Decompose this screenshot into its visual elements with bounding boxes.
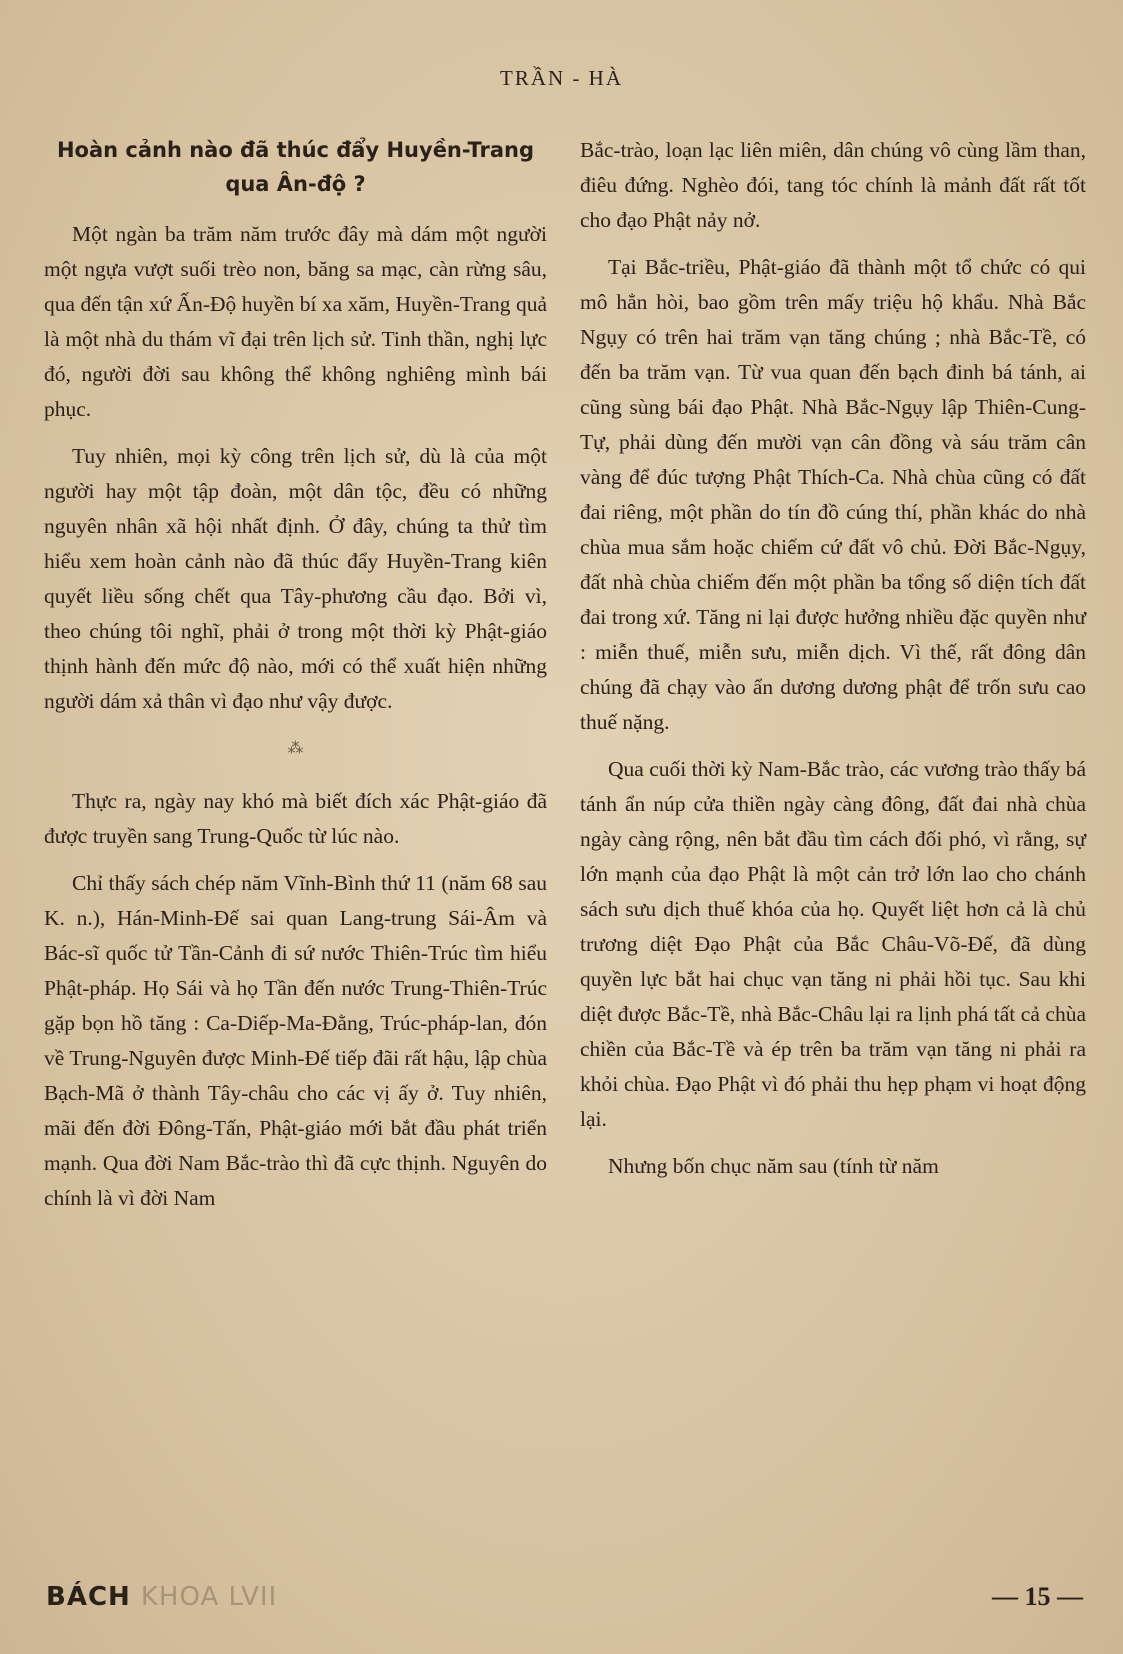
paragraph: Thực ra, ngày nay khó mà biết đích xác Phật-giáo đã được truyền sang Trung-Quốc từ lúc nào. [44,789,547,848]
article-heading: Hoàn cảnh nào đã thúc đẩy Huyền-Trang qua Ân-độ ? [56,138,535,196]
magazine-name-text: BÁCH [46,1582,131,1612]
left-column [44,133,547,1228]
right-column [580,133,1086,1196]
running-title: TRẦN - HÀ [500,66,623,90]
paragraph: Bắc-trào, loạn lạc liên miên, dân chúng vô cùng lầm than, điêu đứng. Nghèo đói, tang tóc chính là mảnh đất rất tốt cho đạo Phật nảy nở. [580,138,1086,232]
paragraph: Tuy nhiên, mọi kỳ công trên lịch sử, dù là của một người hay một tập đoàn, một dân tộc, đều có những nguyên nhân xã hội nhất định. Ở đây, chúng ta thử tìm hiểu xem hoàn cảnh nào đã thúc đẩy Huyền-Trang kiên quyết liều sống chết qua Tây-phương cầu đạo. Bởi vì, theo chúng tôi nghĩ, phải ở trong một thời kỳ Phật-giáo thịnh hành đến mức độ nào, mới có thể xuất hiện những người dám xả thân vì đạo như vậy được. [44,444,547,713]
page-number: — 15 — [992,1582,1083,1611]
paragraph: Qua cuối thời kỳ Nam-Bắc trào, các vương trào thấy bá tánh ẩn núp cửa thiền ngày càng đông, đất đai nhà chùa ngày càng rộng, nên bắt đầu tìm cách đối phó, vì rằng, sự lớn mạnh của đạo Phật là một cản trở lớn lao cho chánh sách sưu dịch thuế khóa của họ. Quyết liệt hơn cả là chủ trương diệt Đạo Phật của Bắc Châu-Võ-Đế, đã dùng quyền lực bắt hai chục vạn tăng ni phải hồi tục. Sau khi diệt được Bắc-Tề, nhà Bắc-Châu lại ra lịnh phá tất cả chùa chiền của Bắc-Tề và ép trên ba trăm vạn tăng ni phải ra khỏi chùa. Đạo Phật vì đó phải thu hẹp phạm vi hoạt động lại. [580,757,1086,1131]
section-ornament: ⁂ [287,740,304,757]
paragraph: Chỉ thấy sách chép năm Vĩnh-Bình thứ 11 (năm 68 sau K. n.), Hán-Minh-Đế sai quan Lang-trung Sái-Âm và Bác-sĩ quốc tử Tần-Cảnh đi sứ nước Thiên-Trúc tìm hiểu Phật-pháp. Họ Sái và họ Tần đến nước Trung-Thiên-Trúc gặp bọn hồ tăng : Ca-Diếp-Ma-Đằng, Trúc-pháp-lan, đón về Trung-Nguyên được Minh-Đế tiếp đãi rất hậu, lập chùa Bạch-Mã ở thành Tây-châu cho các vị ấy ở. Tuy nhiên, mãi đến đời Đông-Tấn, Phật-giáo mới bắt đầu phát triển mạnh. Qua đời Nam Bắc-trào thì đã cực thịnh. Nguyên do chính là vì đời Nam [44,871,547,1210]
paragraph: Một ngàn ba trăm năm trước đây mà dám một người một ngựa vượt suối trèo non, băng sa mạc, càn rừng sâu, qua đến tận xứ Ấn-Độ huyền bí xa xăm, Huyền-Trang quả là một nhà du thám vĩ đại trên lịch sử. Tinh thần, nghị lực đó, người đời sau không thể không nghiêng mình bái phục. [44,222,547,421]
magazine-issue-faint: KHOA LVII [140,1582,278,1612]
paragraph: Nhưng bốn chục năm sau (tính từ năm [608,1154,939,1178]
magazine-name [46,1582,277,1612]
paragraph: Tại Bắc-triều, Phật-giáo đã thành một tổ chức có qui mô hẳn hòi, bao gồm trên mấy triệu hộ khẩu. Nhà Bắc Ngụy có trên hai trăm vạn tăng chúng ; nhà Bắc-Tề, có đến ba trăm vạn. Từ vua quan đến bạch đinh bá tánh, ai cũng sùng bái đạo Phật. Nhà Bắc-Ngụy lập Thiên-Cung-Tự, phải dùng đến mười vạn cân đồng và sáu trăm cân vàng để đúc tượng Phật Thích-Ca. Nhà chùa cũng có đất đai riêng, một phần do tín đồ cúng thí, phần khác do nhà chùa mua sắm hoặc chiếm cứ đất vô chủ. Đời Bắc-Ngụy, đất nhà chùa chiếm đến một phần ba tổng số diện tích đất đai trong xứ. Tăng ni lại được hưởng nhiều đặc quyền như : miễn thuế, miễn sưu, miễn dịch. Vì thế, rất đông dân chúng đã chạy vào ẩn dương dương phật để trốn sưu cao thuế nặng. [580,255,1086,734]
